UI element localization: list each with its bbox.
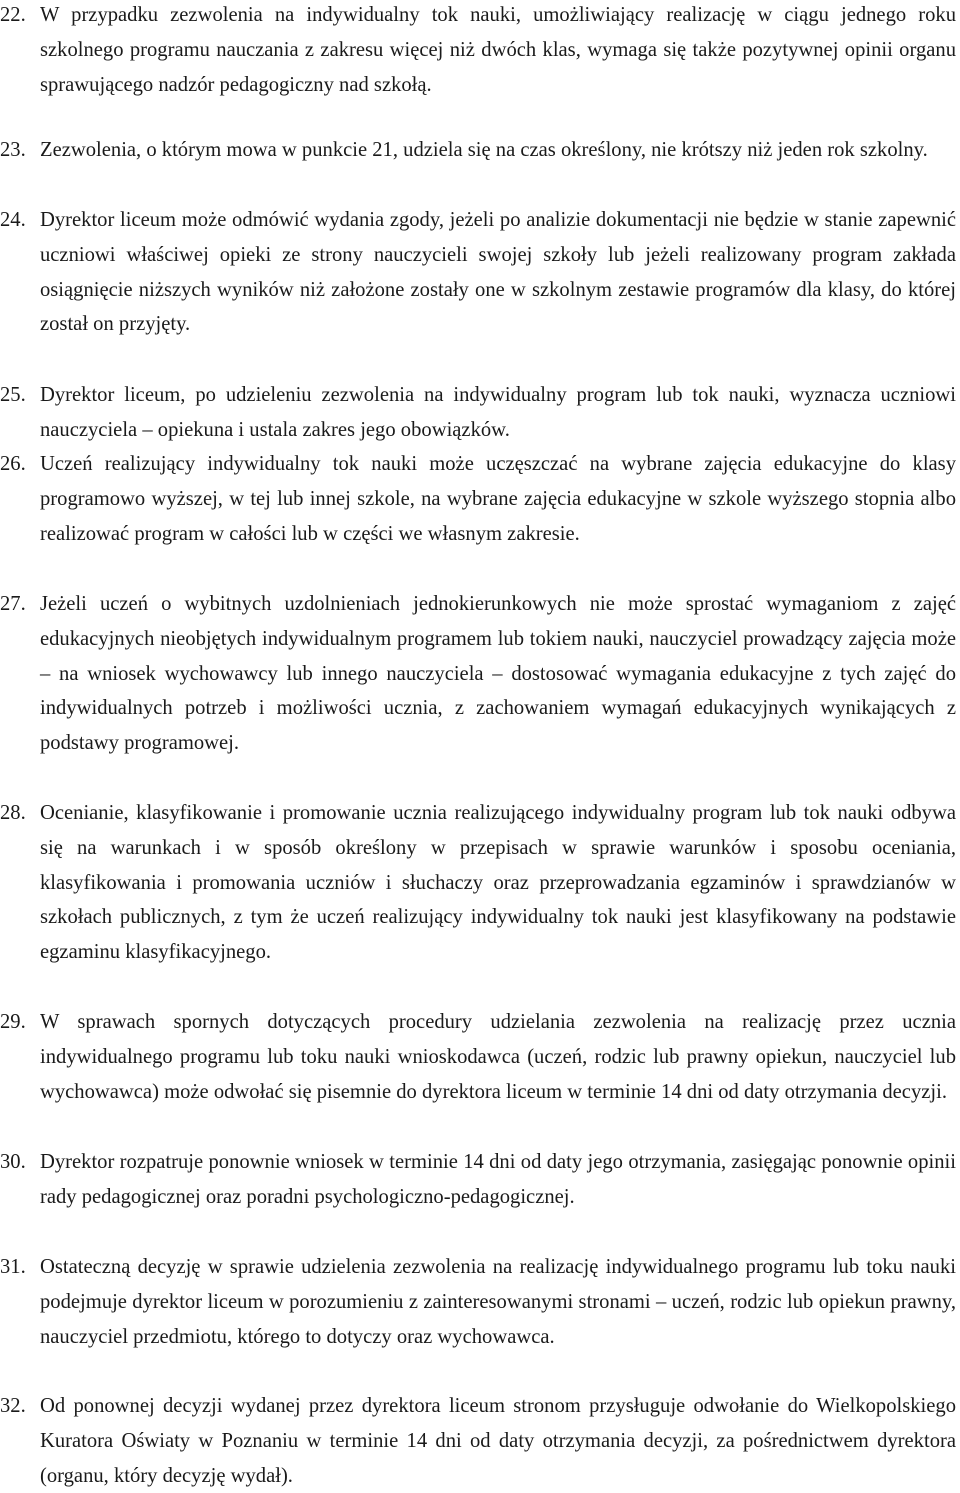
paragraph-number: 27. — [0, 593, 26, 615]
paragraph-30 — [0, 1145, 956, 1215]
paragraph-32 — [0, 1389, 956, 1493]
paragraph-text: Dyrektor liceum, po udzieleniu zezwolenia na indywidualny program lub tok nauki, wyznacza uczniowi nauczyciela – opiekuna i ustala zakres jego obowiązków. — [40, 384, 956, 441]
paragraph-number: 25. — [0, 384, 26, 406]
paragraph-number: 28. — [0, 802, 26, 824]
paragraph-text: Ostateczną decyzję w sprawie udzielenia zezwolenia na realizację indywidualnego programu lub toku nauki podejmuje dyrektor liceum w porozumieniu z zainteresowanymi stronami – uczeń, rodzic lub opiekun prawny, nauczyciel przedmiotu, którego to dotyczy oraz wychowawca. — [40, 1256, 956, 1348]
paragraph-number: 26. — [0, 453, 26, 475]
paragraph-31 — [0, 1250, 956, 1354]
paragraph-number: 31. — [0, 1256, 26, 1278]
paragraph-number: 29. — [0, 1011, 26, 1033]
paragraph-22 — [0, 0, 956, 102]
paragraph-text: Ocenianie, klasyfikowanie i promowanie ucznia realizującego indywidualny program lub tok nauki odbywa się na warunkach i w sposób określony w przepisach w sprawie warunków i sposobu oceniania, klasyfikowania i promowania uczniów i słuchaczy oraz przeprowadzania egzaminów i sprawdzianów w szkołach publicznych, z tym że uczeń realizujący indywidualny tok nauki jest klasyfikowany na podstawie egzaminu klasyfikacyjnego. — [40, 802, 956, 964]
paragraph-text: Od ponownej decyzji wydanej przez dyrektora liceum stronom przysługuje odwołanie do Wielkopolskiego Kuratora Oświaty w Poznaniu w terminie 14 dni od daty otrzymania decyzji, za pośrednictwem dyrektora (organu, który decyzję wydał). — [40, 1395, 956, 1487]
paragraph-25 — [0, 378, 956, 448]
paragraph-number: 22. — [0, 4, 26, 26]
paragraph-text: Jeżeli uczeń o wybitnych uzdolnieniach jednokierunkowych nie może sprostać wymaganiom z zajęć edukacyjnych nieobjętych indywidualnym programem lub tokiem nauki, nauczyciel prowadzący zajęcia może – na wniosek wychowawcy lub innego nauczyciela – dostosować wymagania edukacyjne z tych zajęć do indywidualnych potrzeb i możliwości ucznia, z zachowaniem wymagań edukacyjnych wynikających z podstawy programowej. — [40, 593, 956, 755]
paragraph-23 — [0, 133, 956, 168]
paragraph-text: Dyrektor liceum może odmówić wydania zgody, jeżeli po analizie dokumentacji nie będzie w stanie zapewnić uczniowi właściwej opieki ze strony nauczycieli swojej szkoły lub jeżeli realizowany program zakłada osiągnięcie niższych wyników niż założone zostały one w szkolnym zestawie programów dla klasy, do której został on przyjęty. — [40, 209, 956, 336]
paragraph-number: 23. — [0, 139, 26, 161]
paragraph-27 — [0, 587, 956, 761]
paragraph-number: 30. — [0, 1151, 26, 1173]
paragraph-text: Dyrektor rozpatruje ponownie wniosek w terminie 14 dni od daty jego otrzymania, zasięgając ponownie opinii rady pedagogicznej oraz poradni psychologiczno-pedagogicznej. — [40, 1151, 956, 1208]
paragraph-text: W przypadku zezwolenia na indywidualny tok nauki, umożliwiający realizację w ciągu jednego roku szkolnego programu nauczania z zakresu więcej niż dwóch klas, wymaga się także pozytywnej opinii organu sprawującego nadzór pedagogiczny nad szkołą. — [40, 4, 956, 96]
paragraph-28 — [0, 796, 956, 970]
paragraph-number: 32. — [0, 1395, 26, 1417]
paragraph-26 — [0, 447, 956, 551]
paragraph-number: 24. — [0, 209, 26, 231]
paragraph-29 — [0, 1005, 956, 1109]
paragraph-text: Uczeń realizujący indywidualny tok nauki może uczęszczać na wybrane zajęcia edukacyjne do klasy programowo wyższej, w tej lub innej szkole, na wybrane zajęcia edukacyjne w szkole wyższego stopnia albo realizować program w całości lub w części we własnym zakresie. — [40, 453, 956, 545]
paragraph-text: W sprawach spornych dotyczących procedury udzielania zezwolenia na realizację przez ucznia indywidualnego programu lub toku nauki wnioskodawca (uczeń, rodzic lub prawny opiekun, nauczyciel lub wychowawca) może odwołać się pisemnie do dyrektora liceum w terminie 14 dni od daty otrzymania decyzji. — [40, 1011, 956, 1103]
paragraph-text: Zezwolenia, o którym mowa w punkcie 21, udziela się na czas określony, nie krótszy niż jeden rok szkolny. — [40, 139, 928, 161]
paragraph-24 — [0, 203, 956, 342]
